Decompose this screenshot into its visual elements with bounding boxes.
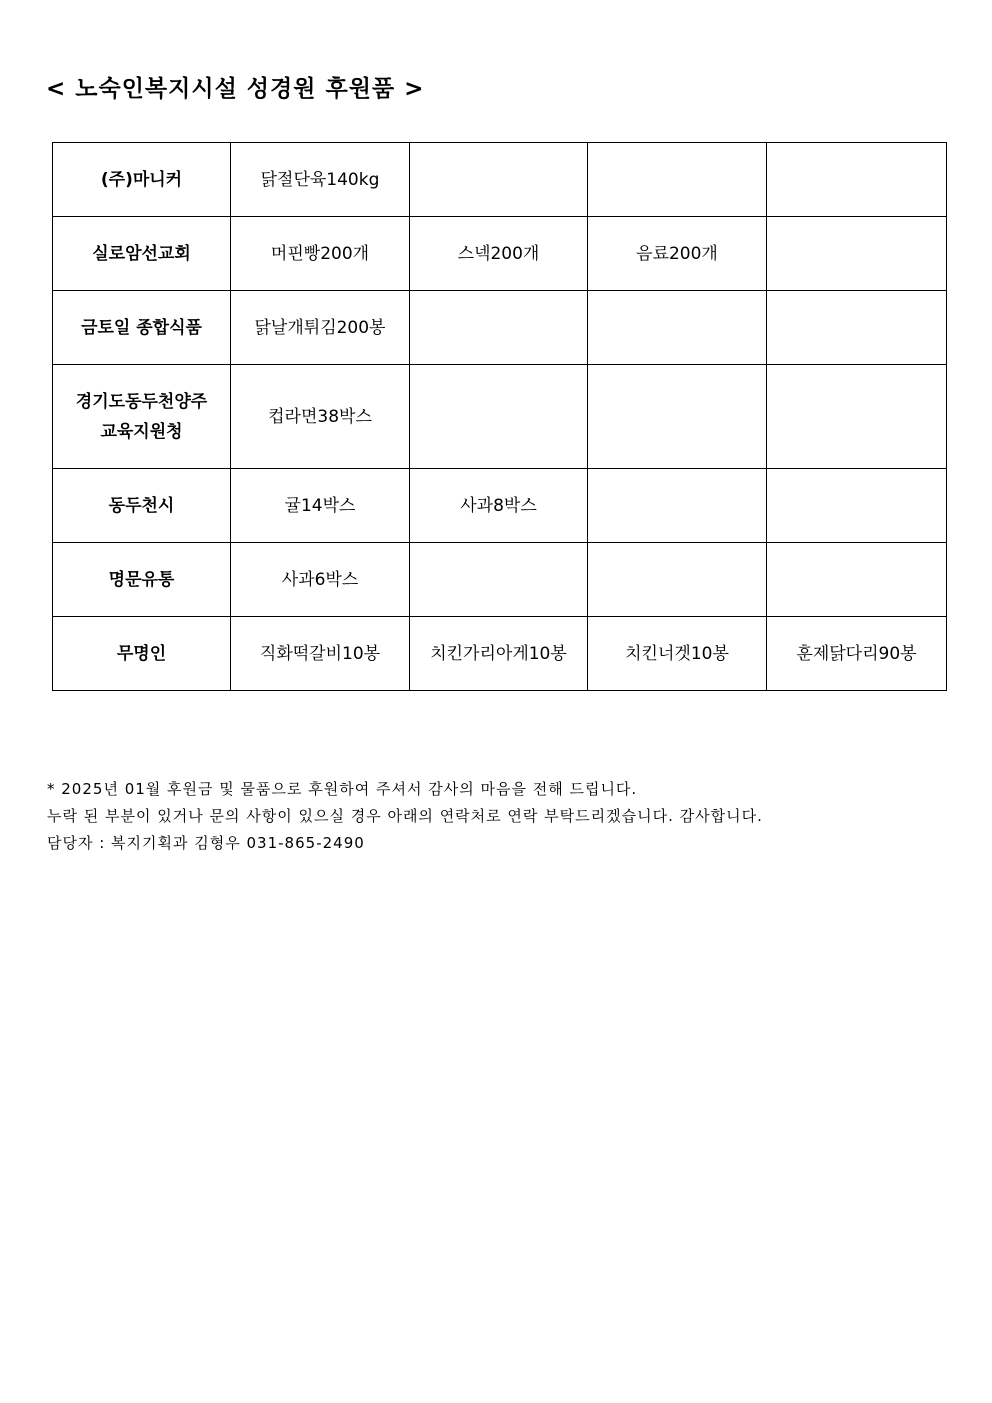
item-cell: 사과8박스 (410, 469, 588, 543)
item-cell: 닭날개튀김200봉 (231, 291, 410, 365)
item-cell (767, 291, 947, 365)
item-cell: 사과6박스 (231, 543, 410, 617)
item-cell (588, 365, 767, 469)
donor-cell: 무명인 (53, 617, 231, 691)
item-cell (767, 543, 947, 617)
donor-cell: 금토일 종합식품 (53, 291, 231, 365)
item-cell: 스넥200개 (410, 217, 588, 291)
contact-person: 담당자 : 복지기획과 김형우 031-865-2490 (47, 834, 365, 852)
item-cell (767, 217, 947, 291)
table-row (53, 217, 947, 291)
donor-line: 교육지원청 (100, 421, 183, 442)
item-cell: 컵라면38박스 (231, 365, 410, 469)
item-cell (588, 291, 767, 365)
table-row (53, 365, 947, 469)
table-row (53, 543, 947, 617)
item-cell (767, 365, 947, 469)
donor-cell: 명문유통 (53, 543, 231, 617)
table-row (53, 291, 947, 365)
item-cell: 치킨너겟10봉 (588, 617, 767, 691)
item-cell (588, 543, 767, 617)
donor-cell (53, 365, 231, 469)
donation-table (52, 142, 947, 691)
item-cell (410, 291, 588, 365)
item-cell (767, 469, 947, 543)
item-cell (588, 469, 767, 543)
donor-cell: 동두천시 (53, 469, 231, 543)
item-cell (588, 143, 767, 217)
item-cell: 치킨가리아게10봉 (410, 617, 588, 691)
donor-cell: 실로암선교회 (53, 217, 231, 291)
item-cell: 직화떡갈비10봉 (231, 617, 410, 691)
item-cell (410, 543, 588, 617)
page-title: < 노숙인복지시설 성경원 후원품 > (46, 76, 425, 102)
table-row (53, 617, 947, 691)
table-row (53, 469, 947, 543)
contact-request-note: 누락 된 부분이 있거나 문의 사항이 있으실 경우 아래의 연락처로 연락 부탁드리겠습니다. 감사합니다. (47, 807, 763, 825)
table-row (53, 143, 947, 217)
item-cell: 닭절단육140kg (231, 143, 410, 217)
item-cell (410, 365, 588, 469)
item-cell: 음료200개 (588, 217, 767, 291)
item-cell: 귤14박스 (231, 469, 410, 543)
donor-cell: (주)마니커 (53, 143, 231, 217)
item-cell: 머핀빵200개 (231, 217, 410, 291)
thanks-note: * 2025년 01월 후원금 및 물품으로 후원하여 주셔서 감사의 마음을 전해 드립니다. (47, 780, 638, 798)
item-cell (410, 143, 588, 217)
item-cell: 훈제닭다리90봉 (767, 617, 947, 691)
donor-line: 경기도동두천양주 (75, 391, 208, 412)
item-cell (767, 143, 947, 217)
notes-section (47, 776, 763, 857)
